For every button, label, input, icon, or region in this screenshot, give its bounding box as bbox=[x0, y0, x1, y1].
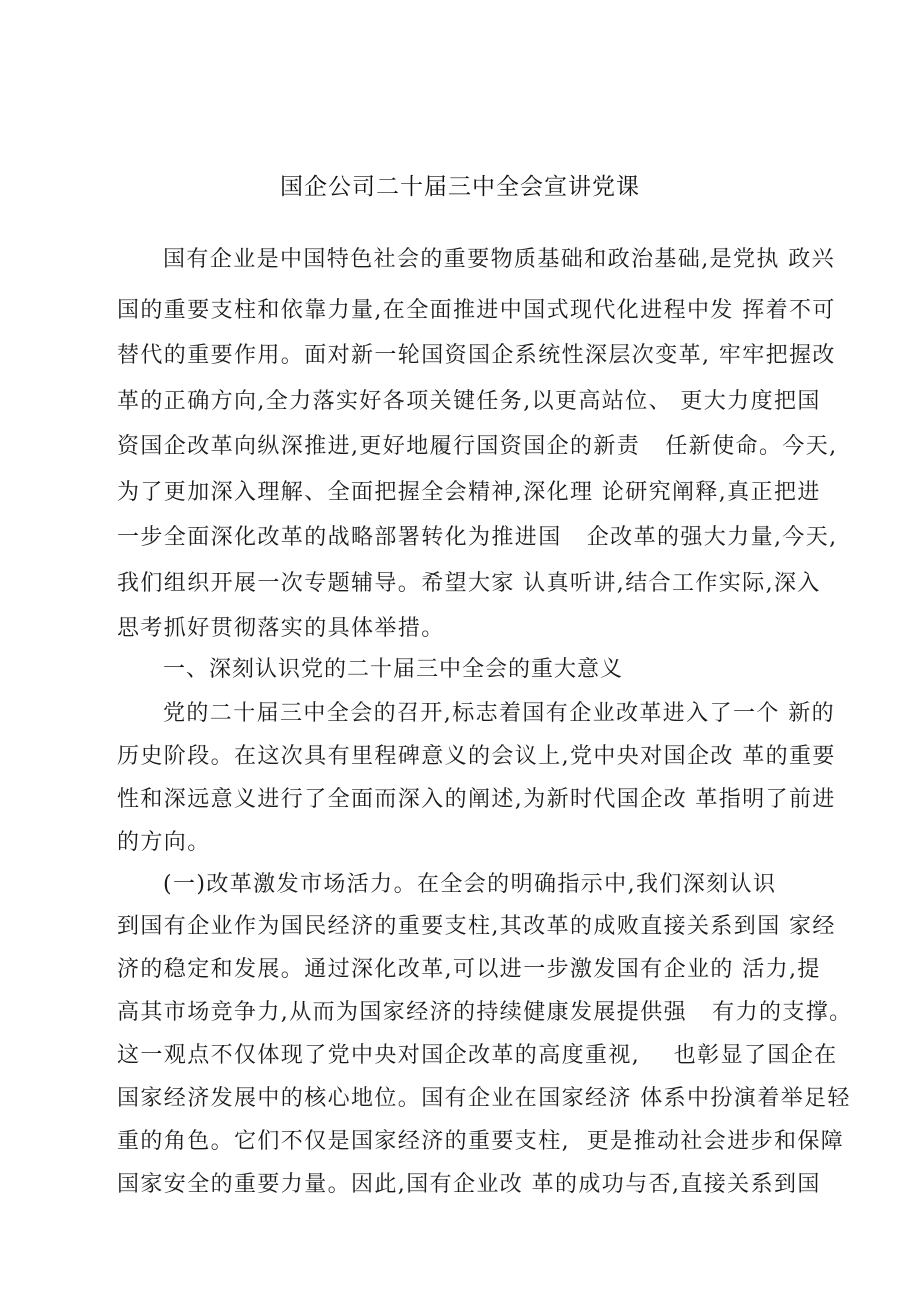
paragraph-line: 思考抓好贯彻落实的具体举措。 bbox=[117, 616, 445, 641]
paragraph-line: 历史阶段。在这次具有里程碑意义的会议上,党中央对国企改 革的重要 bbox=[117, 744, 836, 769]
paragraph-line: 资国企改革向纵深推进,更好地履行国资国企的新责 任新使命。今天, bbox=[117, 434, 838, 459]
paragraph-line: 替代的重要作用。面对新一轮国资国企系统性深层次变革, 牢牢把握改 bbox=[117, 343, 836, 368]
paragraph-line: 国的重要支柱和依靠力量,在全面推进中国式现代化进程中发 挥着不可 bbox=[117, 298, 836, 323]
paragraph-line: 这一观点不仅体现了党中央对国企改革的高度重视, 也彰显了国企在 bbox=[117, 1043, 838, 1068]
paragraph-line: 重的角色。它们不仅是国家经济的重要支柱, 更是推动社会进步和保障 bbox=[117, 1129, 845, 1154]
paragraph-line: 国有企业是中国特色社会的重要物质基础和政治基础,是党执 政兴 bbox=[163, 247, 835, 272]
section-heading: 一、深刻认识党的二十届三中全会的重大意义 bbox=[163, 657, 624, 682]
paragraph-line: 到国有企业作为国民经济的重要支柱,其改革的成败直接关系到国 家经 bbox=[117, 914, 836, 939]
paragraph-line: 党的二十届三中全会的召开,标志着国有企业改革进入了一个 新的 bbox=[163, 701, 835, 726]
paragraph-line: 我们组织开展一次专题辅导。希望大家 认真听讲,结合工作实际,深入 bbox=[117, 571, 821, 596]
paragraph-line: 革的正确方向,全力落实好各项关键任务,以更高站位、 更大力度把国 bbox=[117, 389, 821, 414]
paragraph-line: 国家经济发展中的核心地位。国有企业在国家经济 体系中扮演着举足轻 bbox=[117, 1086, 851, 1111]
paragraph-line: 为了更加深入理解、全面把握全会精神,深化理 论研究阐释,真正把进 bbox=[117, 480, 821, 505]
subsection-line: (一)改革激发市场活力。在全会的明确指示中,我们深刻认识 bbox=[163, 872, 777, 897]
paragraph-line: 性和深远意义进行了全面而深入的阐述,为新时代国企改 革指明了前进 bbox=[117, 787, 836, 812]
paragraph-line: 高其市场竞争力,从而为国家经济的持续健康发展提供强 有力的支撑。 bbox=[117, 1000, 853, 1025]
paragraph-line: 国家安全的重要力量。因此,国有企业改 革的成功与否,直接关系到国 bbox=[117, 1172, 821, 1197]
paragraph-line: 济的稳定和发展。通过深化改革,可以进一步激发国有企业的 活力,提 bbox=[117, 957, 821, 982]
document-title: 国企公司二十届三中全会宣讲党课 bbox=[280, 174, 640, 200]
paragraph-line: 一步全面深化改革的战略部署转化为推进国 企改革的强大力量,今天, bbox=[117, 525, 838, 550]
paragraph-line: 的方向。 bbox=[117, 830, 211, 855]
